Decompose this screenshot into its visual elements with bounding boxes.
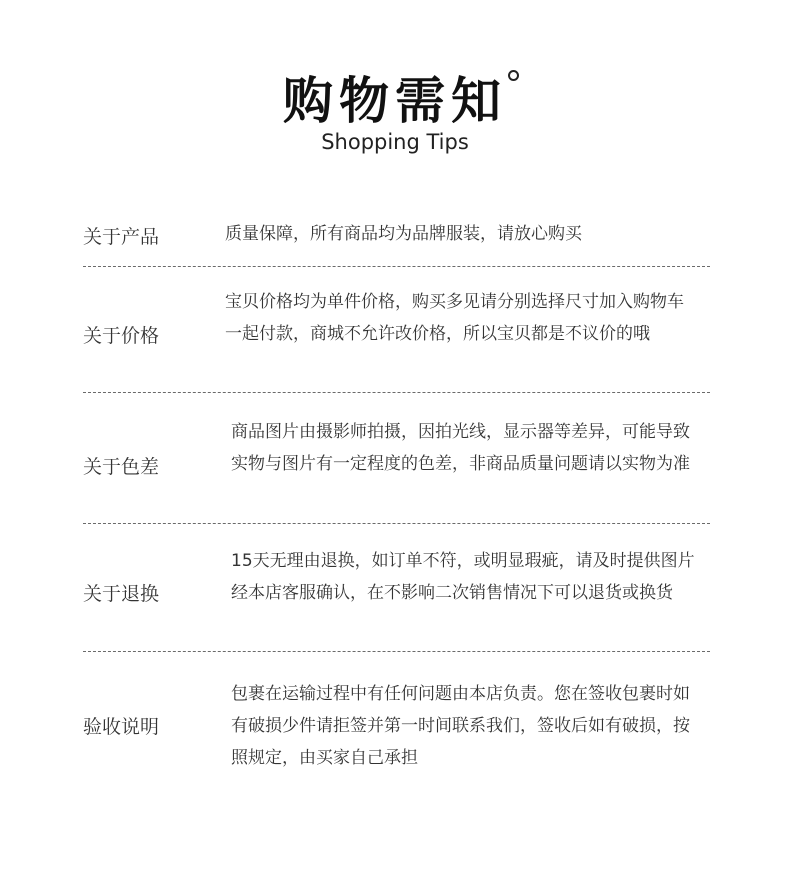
divider: [83, 523, 710, 524]
divider: [83, 651, 710, 652]
tip-label-product: 关于产品: [83, 226, 160, 248]
tip-text-return: 15天无理由退换，如订单不符，或明显瑕疵，请及时提供图片经本店客服确认，在不影响二次销售情况下可以退货或换货: [231, 551, 695, 603]
tip-text-inspection: 包裹在运输过程中有任何问题由本店负责。您在签收包裹时如有破损少件请拒签并第一时间联系我们，签收后如有破损，按照规定，由买家自己承担: [231, 684, 690, 768]
divider: [83, 392, 710, 393]
page-header: [0, 0, 790, 170]
page-title: 购物需知: [283, 72, 507, 130]
tip-text-color: 商品图片由摄影师拍摄，因拍光线，显示器等差异，可能导致实物与图片有一定程度的色差，非商品质量问题请以实物为准: [231, 422, 690, 474]
tip-label-return: 关于退换: [83, 583, 160, 605]
tip-row-return: [0, 545, 790, 645]
tip-row-price: [0, 286, 790, 386]
title-ring-decoration: [508, 70, 519, 81]
tip-row-product: [0, 220, 790, 252]
divider: [83, 266, 710, 267]
page-subtitle: Shopping Tips: [321, 130, 469, 154]
tip-row-color: [0, 416, 790, 516]
tip-label-inspection: 验收说明: [83, 716, 160, 738]
tip-label-color: 关于色差: [83, 456, 160, 478]
tip-text-product: 质量保障，所有商品均为品牌服装，请放心购买: [225, 224, 582, 244]
tip-row-inspection: [0, 678, 790, 778]
tip-label-price: 关于价格: [83, 325, 160, 347]
tip-text-price: 宝贝价格均为单件价格，购买多见请分别选择尺寸加入购物车一起付款，商城不允许改价格，所以宝贝都是不议价的哦: [225, 292, 684, 344]
